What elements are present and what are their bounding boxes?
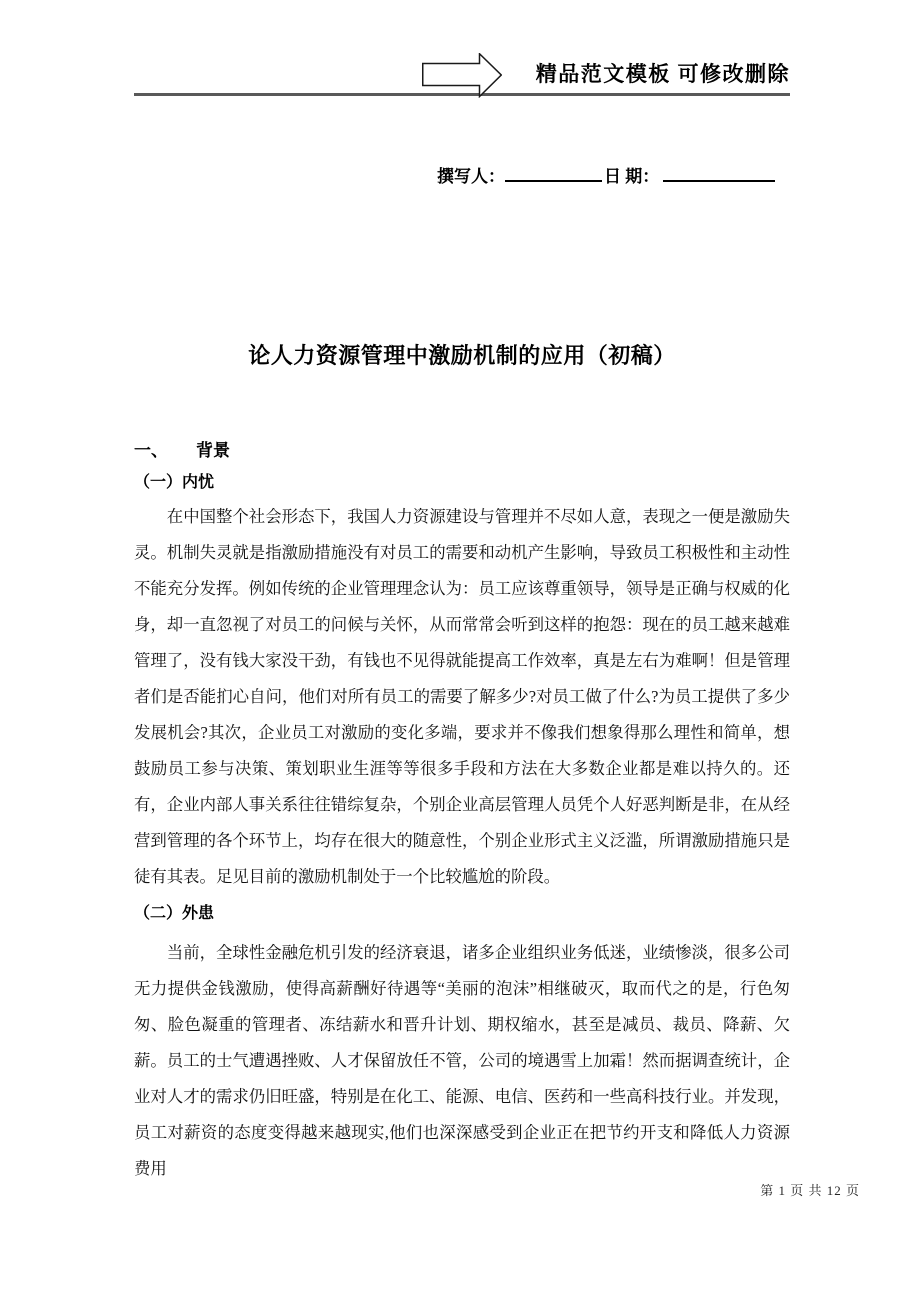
author-label: 撰写人：: [437, 167, 505, 186]
date-label: 日 期：: [604, 167, 660, 186]
section-heading-background: [134, 439, 790, 463]
section-title: 背景: [196, 441, 230, 460]
section-number: 一、: [134, 441, 168, 460]
subsection-heading-waihuan: （二）外患: [134, 905, 215, 922]
page-number-footer: 第 1 页 共 12 页: [760, 1183, 860, 1198]
masthead: [134, 0, 790, 96]
subsection-heading-neiyou: （一）内忧: [134, 474, 215, 491]
right-arrow-icon: [422, 53, 502, 98]
date-blank-line: [663, 164, 775, 182]
paragraph-waihuan: 当前，全球性金融危机引发的经济衰退，诸多企业组织业务低迷，业绩惨淡，很多公司无力提供金钱激励，使得高薪酬好待遇等“美丽的泡沫”相继破灭，取而代之的是，行色匆匆、脸色凝重的管理者、冻结薪水和晋升计划、期权缩水，甚至是减员、裁员、降薪、欠薪。员工的士气遭遇挫败、人才保留放任不管，公司的境遇雪上加霜！然而据调查统计，企业对人才的需求仍旧旺盛，特别是在化工、能源、电信、医药和一些高科技行业。并发现，员工对薪资的态度变得越来越现实,他们也深深感受到企业正在把节约开支和降低人力资源费用: [134, 943, 790, 1178]
banner-text: 精品范文模板 可修改删除: [535, 62, 790, 86]
document-title: 论人力资源管理中激励机制的应用（初稿）: [248, 343, 676, 368]
author-blank-line: [505, 164, 602, 182]
paragraph-neiyou: 在中国整个社会形态下，我国人力资源建设与管理并不尽如人意，表现之一便是激励失灵。机制失灵就是指激励措施没有对员工的需要和动机产生影响，导致员工积极性和主动性不能充分发挥。例如传统的企业管理理念认为：员工应该尊重领导，领导是正确与权威的化身，却一直忽视了对员工的问候与关怀，从而常常会听到这样的抱怨：现在的员工越来越难管理了，没有钱大家没干劲，有钱也不见得就能提高工作效率，真是左右为难啊！但是管理者们是否能扪心自问，他们对所有员工的需要了解多少?对员工做了什么?为员工提供了多少发展机会?其次，企业员工对激励的变化多端，要求并不像我们想象得那么理性和简单，想鼓励员工参与决策、策划职业生涯等等很多手段和方法在大多数企业都是难以持久的。还有，企业内部人事关系往往错综复杂，个别企业高层管理人员凭个人好恶判断是非，在从经营到管理的各个环节上，均存在很大的随意性，个别企业形式主义泛滥，所谓激励措施只是徒有其表。足见目前的激励机制处于一个比较尴尬的阶段。: [134, 507, 790, 886]
byline: [134, 164, 790, 189]
